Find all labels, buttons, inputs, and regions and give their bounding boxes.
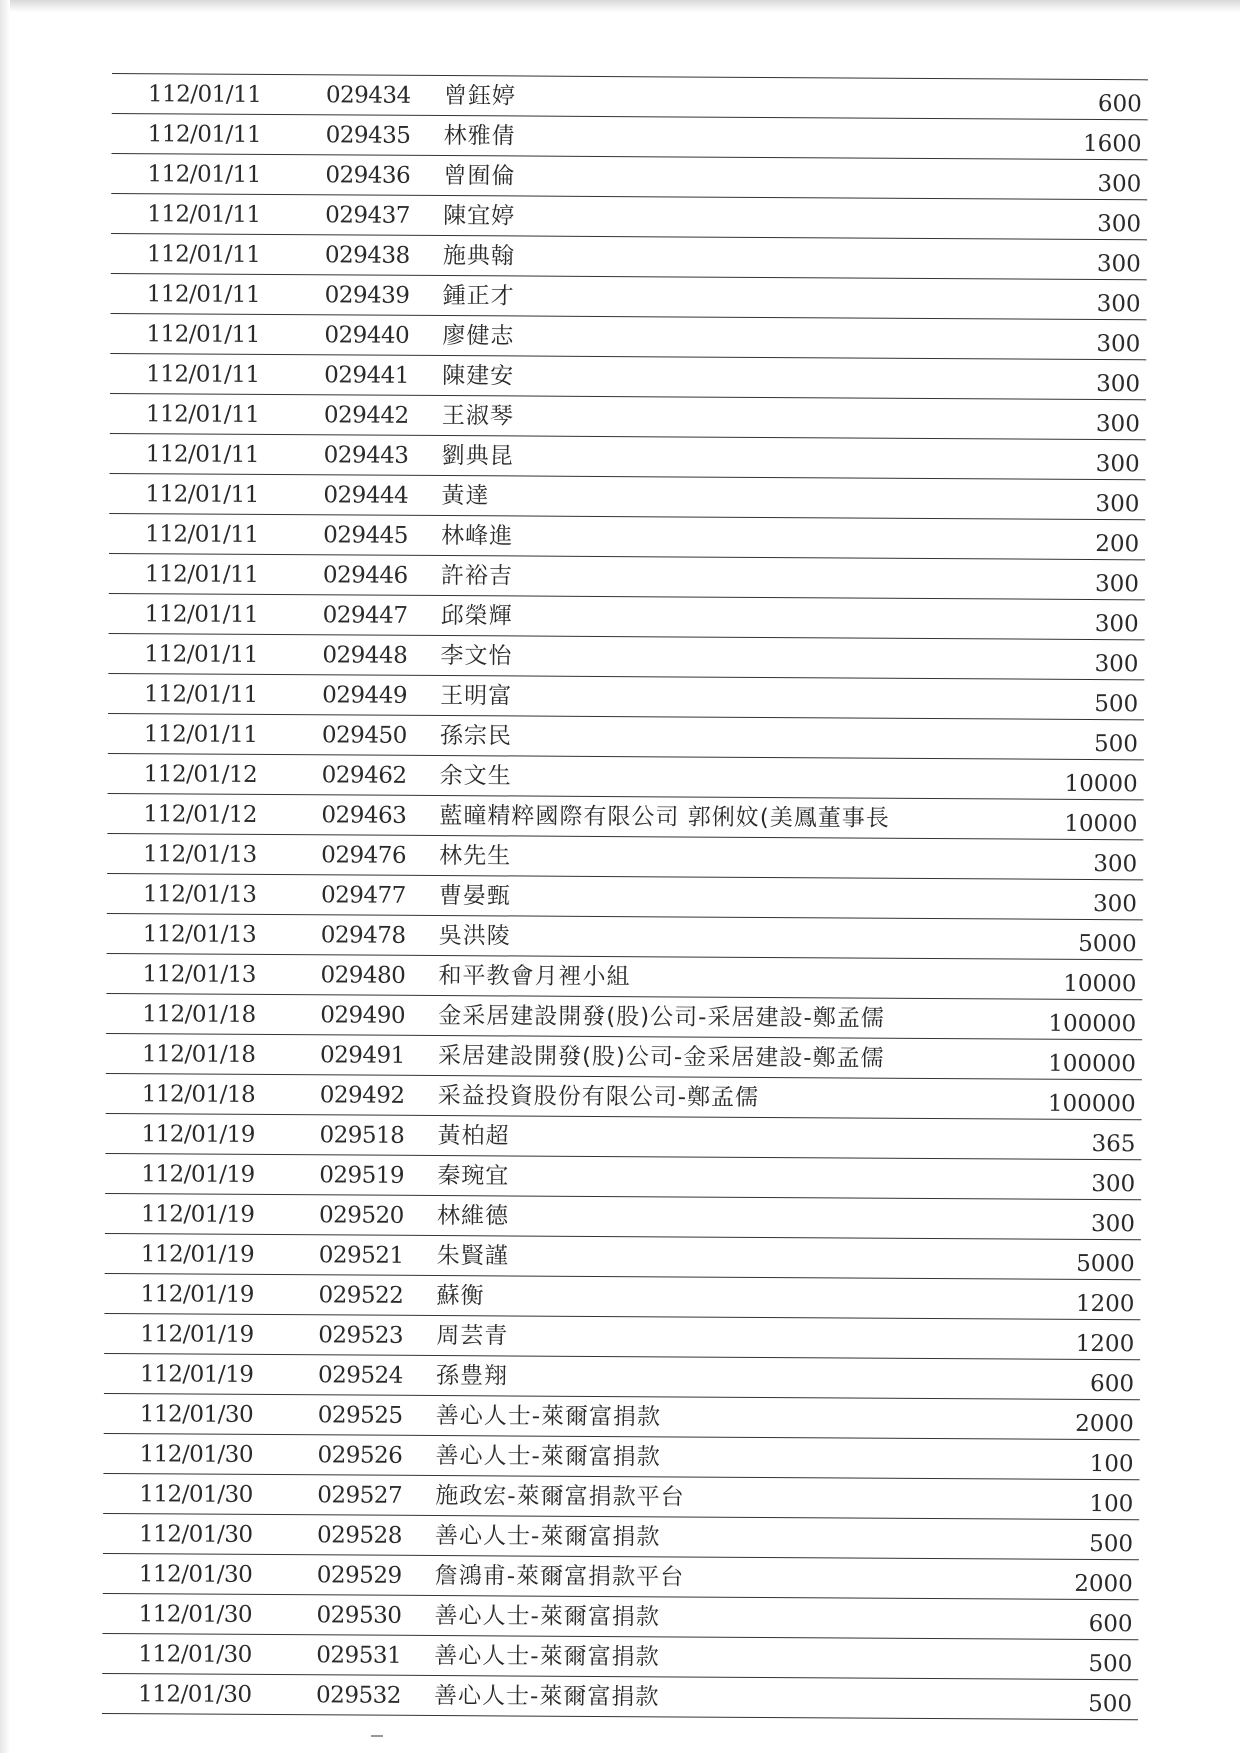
date-cell: 112/01/30	[139, 1481, 253, 1508]
table-row	[106, 994, 1142, 1040]
date-cell: 112/01/12	[143, 801, 257, 828]
amount-cell: 300	[1094, 571, 1139, 598]
amount-cell: 300	[1095, 451, 1140, 478]
amount-cell: 200	[1095, 531, 1140, 558]
date-cell: 112/01/11	[144, 641, 258, 668]
donor-name-cell: 王淑琴	[441, 403, 514, 430]
amount-cell: 1200	[1075, 1330, 1135, 1358]
receipt-number-cell: 029443	[323, 442, 409, 469]
receipt-number-cell: 029436	[325, 162, 411, 189]
table-row	[111, 154, 1147, 200]
date-cell: 112/01/19	[141, 1121, 256, 1148]
date-cell: 112/01/11	[144, 561, 259, 588]
donor-name-cell: 善心人士-萊爾富捐款	[435, 1443, 661, 1471]
date-cell: 112/01/30	[138, 1641, 252, 1668]
donor-name-cell: 許裕吉	[440, 563, 514, 590]
receipt-number-cell: 029463	[321, 802, 407, 829]
amount-cell: 300	[1091, 1211, 1136, 1238]
table-row	[104, 1354, 1140, 1400]
receipt-number-cell: 029440	[324, 322, 410, 349]
donor-name-cell: 曾鈺婷	[443, 83, 516, 110]
date-cell: 112/01/19	[140, 1201, 255, 1228]
amount-cell: 600	[1090, 1370, 1135, 1398]
date-cell: 112/01/12	[143, 761, 258, 788]
donor-name-cell: 曾囿倫	[443, 163, 516, 190]
receipt-number-cell: 029447	[322, 602, 408, 629]
table-row	[110, 314, 1146, 360]
date-cell: 112/01/13	[142, 961, 257, 988]
amount-cell: 500	[1088, 1650, 1133, 1678]
donor-name-cell: 秦琬宜	[437, 1163, 510, 1190]
receipt-number-cell: 029524	[317, 1362, 403, 1389]
donor-name-cell: 陳建安	[442, 363, 515, 390]
date-cell: 112/01/11	[145, 521, 259, 548]
table-row	[105, 1194, 1141, 1240]
date-cell: 112/01/18	[141, 1081, 256, 1108]
receipt-number-cell: 029437	[325, 202, 411, 229]
table-row	[103, 1514, 1139, 1560]
donor-name-cell: 曹晏甄	[438, 883, 512, 910]
table-row	[102, 1594, 1138, 1640]
donor-name-cell: 余文生	[439, 763, 512, 790]
table-row	[107, 834, 1143, 880]
date-cell: 112/01/13	[143, 841, 257, 868]
receipt-number-cell: 029462	[321, 762, 407, 789]
receipt-number-cell: 029526	[317, 1442, 403, 1469]
donor-name-cell: 鍾正才	[442, 283, 515, 310]
donor-name-cell: 邱榮輝	[440, 603, 513, 630]
table-row	[104, 1394, 1140, 1440]
table-row	[108, 754, 1144, 800]
date-cell: 112/01/30	[138, 1681, 252, 1708]
amount-cell: 2000	[1075, 1410, 1134, 1438]
amount-cell: 100	[1089, 1450, 1134, 1478]
donor-name-cell: 吳洪陵	[438, 923, 511, 950]
donor-name-cell: 王明富	[440, 683, 513, 710]
amount-cell: 5000	[1076, 1250, 1135, 1278]
amount-cell: 500	[1093, 731, 1138, 758]
receipt-number-cell: 029527	[317, 1482, 403, 1509]
date-cell: 112/01/11	[145, 401, 260, 428]
date-cell: 112/01/11	[146, 281, 261, 308]
donor-name-cell: 孫宗民	[439, 723, 513, 750]
receipt-number-cell: 029522	[318, 1282, 404, 1309]
table-row	[103, 1434, 1139, 1480]
receipt-number-cell: 029532	[316, 1682, 401, 1709]
date-cell: 112/01/30	[139, 1441, 254, 1468]
amount-cell: 300	[1097, 211, 1142, 238]
receipt-number-cell: 029531	[316, 1642, 402, 1669]
table-row	[111, 194, 1147, 240]
receipt-number-cell: 029480	[320, 962, 406, 989]
date-cell: 112/01/19	[139, 1361, 254, 1388]
amount-cell: 300	[1093, 851, 1138, 878]
date-cell: 112/01/30	[138, 1561, 253, 1588]
date-cell: 112/01/11	[146, 361, 260, 388]
table-row	[109, 554, 1145, 600]
donor-name-cell: 黃柏超	[437, 1123, 510, 1150]
date-cell: 112/01/13	[142, 921, 257, 948]
date-cell: 112/01/11	[147, 121, 262, 148]
receipt-number-cell: 029477	[320, 882, 406, 909]
date-cell: 112/01/11	[147, 161, 261, 188]
amount-cell: 2000	[1074, 1570, 1133, 1598]
receipt-number-cell: 029448	[322, 642, 408, 669]
donor-name-cell: 善心人士-萊爾富捐款	[435, 1403, 662, 1431]
amount-cell: 500	[1089, 1530, 1134, 1558]
table-row	[108, 674, 1144, 720]
amount-cell: 100	[1089, 1490, 1134, 1518]
table-row	[106, 954, 1142, 1000]
donor-name-cell: 朱賢謹	[436, 1243, 509, 1270]
amount-cell: 5000	[1078, 930, 1137, 958]
amount-cell: 300	[1096, 251, 1141, 278]
donor-name-cell: 善心人士-萊爾富捐款	[434, 1642, 660, 1671]
table-row	[112, 74, 1148, 120]
receipt-number-cell: 029435	[325, 122, 411, 149]
receipt-number-cell: 029449	[322, 682, 408, 709]
amount-cell: 100000	[1047, 1090, 1136, 1118]
receipt-number-cell: 029519	[319, 1162, 405, 1189]
amount-cell: 300	[1095, 491, 1140, 518]
receipt-number-cell: 029490	[320, 1002, 406, 1029]
donor-name-cell: 周芸青	[436, 1323, 509, 1350]
amount-cell: 365	[1091, 1131, 1136, 1158]
date-cell: 112/01/19	[141, 1161, 255, 1188]
table-row	[105, 1154, 1141, 1200]
date-cell: 112/01/11	[147, 201, 261, 228]
amount-cell: 300	[1094, 651, 1139, 678]
receipt-number-cell: 029445	[323, 522, 409, 549]
table-row	[107, 874, 1143, 920]
date-cell: 112/01/30	[138, 1521, 253, 1548]
receipt-number-cell: 029438	[324, 242, 410, 269]
amount-cell: 300	[1095, 411, 1140, 438]
date-cell: 112/01/11	[147, 81, 262, 108]
donor-name-cell: 林峰進	[441, 523, 514, 550]
table-row	[109, 474, 1145, 520]
amount-cell: 10000	[1064, 810, 1138, 838]
receipt-number-cell: 029528	[316, 1522, 402, 1549]
receipt-number-cell: 029492	[319, 1082, 405, 1109]
table-row	[107, 794, 1143, 840]
table-row	[106, 1034, 1142, 1080]
donor-name-cell: 林雅倩	[443, 123, 516, 150]
scan-edge-left	[0, 0, 10, 1753]
table-row	[112, 114, 1148, 160]
table-row	[110, 394, 1146, 440]
receipt-number-cell: 029434	[325, 82, 411, 109]
date-cell: 112/01/18	[141, 1041, 256, 1068]
amount-cell: 300	[1091, 1171, 1136, 1198]
receipt-number-cell: 029476	[321, 842, 407, 869]
table-row	[107, 914, 1143, 960]
amount-cell: 500	[1094, 691, 1139, 718]
receipt-number-cell: 029520	[318, 1202, 404, 1229]
table-row	[105, 1114, 1141, 1160]
donor-name-cell: 藍曈精粹國際有限公司 郭俐妏(美鳳董事長	[439, 803, 890, 832]
receipt-number-cell: 029442	[323, 402, 409, 429]
amount-cell: 100000	[1048, 1010, 1137, 1038]
table-row	[102, 1674, 1138, 1720]
receipt-number-cell: 029523	[318, 1322, 404, 1349]
date-cell: 112/01/30	[138, 1601, 253, 1628]
date-cell: 112/01/30	[139, 1401, 254, 1428]
date-cell: 112/01/11	[146, 241, 261, 268]
donor-name-cell: 善心人士-萊爾富捐款	[434, 1682, 660, 1711]
amount-cell: 500	[1088, 1690, 1133, 1718]
table-row	[110, 434, 1146, 480]
table-row	[108, 714, 1144, 760]
donation-ledger-table	[102, 73, 1148, 1720]
receipt-number-cell: 029446	[322, 562, 408, 589]
receipt-number-cell: 029491	[319, 1042, 405, 1069]
amount-cell: 10000	[1064, 770, 1138, 798]
table-row	[102, 1634, 1138, 1680]
amount-cell: 1200	[1075, 1290, 1135, 1318]
donor-name-cell: 李文怡	[440, 643, 513, 670]
amount-cell: 100000	[1048, 1050, 1137, 1078]
donor-name-cell: 善心人士-萊爾富捐款	[434, 1602, 660, 1631]
donor-name-cell: 林維德	[436, 1203, 510, 1230]
date-cell: 112/01/11	[146, 321, 260, 348]
donor-name-cell: 廖健志	[442, 323, 515, 350]
amount-cell: 300	[1096, 371, 1141, 398]
date-cell: 112/01/13	[142, 881, 257, 908]
receipt-number-cell: 029450	[321, 722, 407, 749]
table-row	[109, 594, 1145, 640]
table-row	[111, 274, 1147, 320]
donor-name-cell: 孫豊翔	[435, 1363, 509, 1390]
table-row	[110, 354, 1146, 400]
donor-name-cell: 金采居建設開發(股)公司-采居建設-鄭孟儒	[438, 1003, 885, 1032]
table-row	[108, 634, 1144, 680]
receipt-number-cell: 029518	[319, 1122, 405, 1149]
donor-name-cell: 蘇衡	[436, 1283, 485, 1310]
date-cell: 112/01/19	[140, 1321, 254, 1348]
amount-cell: 10000	[1063, 970, 1137, 998]
donor-name-cell: 采益投資股份有限公司-鄭孟儒	[437, 1083, 760, 1111]
donor-name-cell: 黃達	[441, 483, 490, 510]
page-footer-mark	[371, 1735, 383, 1737]
donor-name-cell: 劉典昆	[441, 443, 514, 470]
receipt-number-cell: 029478	[320, 922, 406, 949]
amount-cell: 300	[1094, 611, 1139, 638]
date-cell: 112/01/11	[145, 481, 259, 508]
date-cell: 112/01/11	[145, 441, 260, 468]
date-cell: 112/01/18	[142, 1001, 256, 1028]
receipt-number-cell: 029530	[316, 1602, 402, 1629]
amount-cell: 300	[1097, 171, 1142, 198]
amount-cell: 600	[1097, 91, 1142, 118]
donor-name-cell: 詹鴻甫-萊爾富捐款平台	[434, 1563, 685, 1591]
amount-cell: 600	[1088, 1610, 1133, 1638]
donor-name-cell: 善心人士-萊爾富捐款	[434, 1523, 661, 1551]
donor-name-cell: 施政宏-萊爾富捐款平台	[435, 1483, 685, 1511]
receipt-number-cell: 029529	[316, 1562, 402, 1589]
table-row	[103, 1554, 1139, 1600]
amount-cell: 300	[1096, 331, 1141, 358]
table-row	[105, 1234, 1141, 1280]
date-cell: 112/01/11	[144, 681, 258, 708]
amount-cell: 1600	[1082, 130, 1142, 158]
donor-name-cell: 采居建設開發(股)公司-金采居建設-鄭孟儒	[437, 1043, 885, 1072]
receipt-number-cell: 029521	[318, 1242, 404, 1269]
receipt-number-cell: 029441	[324, 362, 410, 389]
table-row	[104, 1274, 1140, 1320]
amount-cell: 300	[1096, 291, 1141, 318]
donor-name-cell: 和平教會月裡小組	[438, 963, 631, 991]
table-row	[111, 234, 1147, 280]
date-cell: 112/01/11	[143, 721, 258, 748]
table-row	[109, 514, 1145, 560]
receipt-number-cell: 029525	[317, 1402, 403, 1429]
table-row	[106, 1074, 1142, 1120]
donor-name-cell: 林先生	[439, 843, 512, 870]
date-cell: 112/01/19	[140, 1241, 255, 1268]
receipt-number-cell: 029444	[323, 482, 409, 509]
amount-cell: 300	[1092, 891, 1138, 918]
receipt-number-cell: 029439	[324, 282, 410, 309]
table-row	[104, 1314, 1140, 1360]
date-cell: 112/01/19	[140, 1281, 255, 1308]
scan-edge-top	[0, 0, 1240, 12]
donor-name-cell: 施典翰	[442, 243, 515, 270]
donor-name-cell: 陳宜婷	[443, 203, 516, 230]
date-cell: 112/01/11	[144, 601, 259, 628]
table-row	[103, 1474, 1139, 1520]
